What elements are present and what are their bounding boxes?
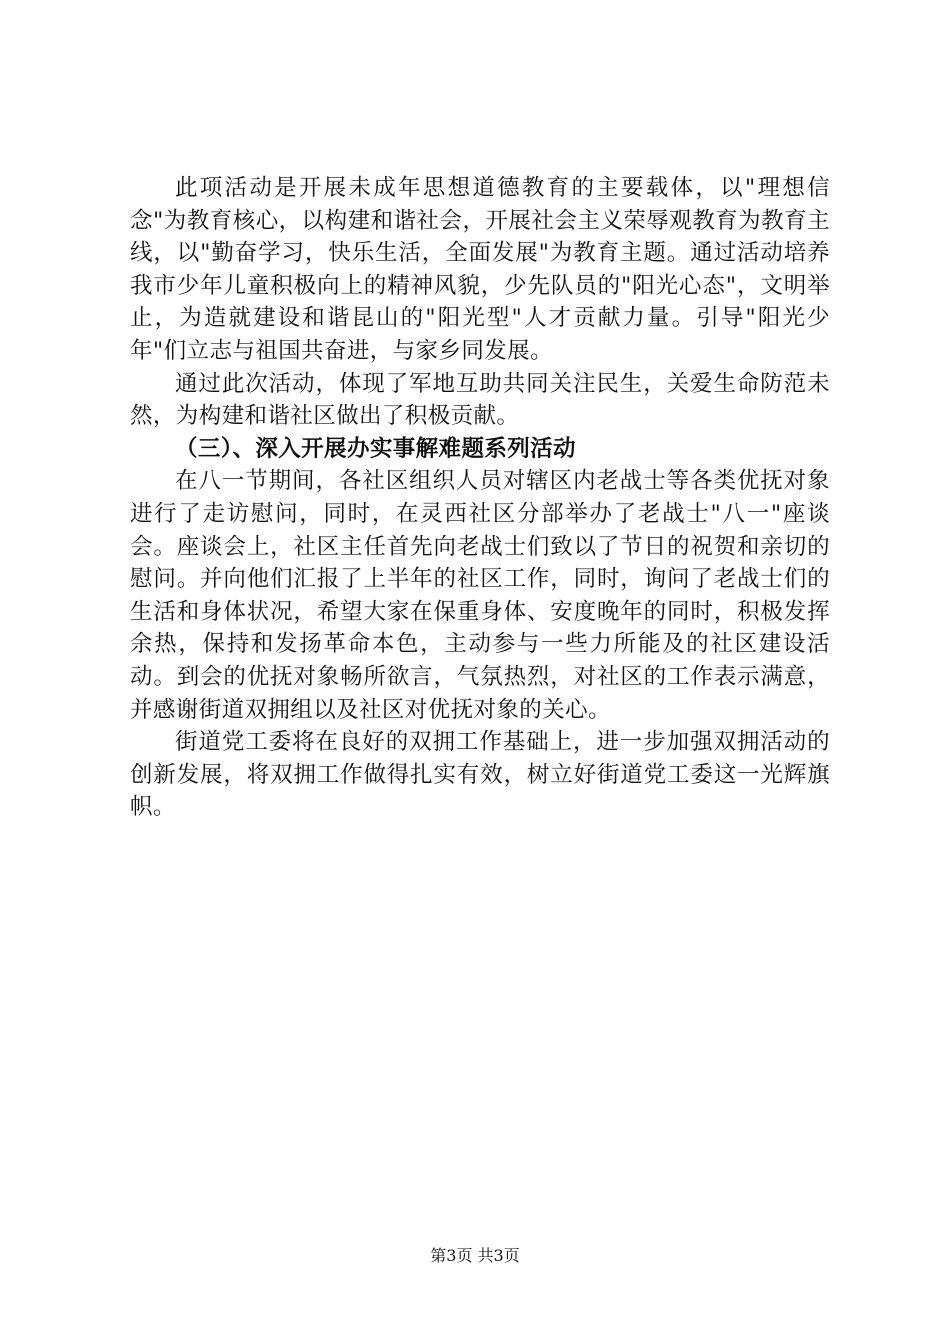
section-heading: （三）、深入开展办实事解难题系列活动 [175, 435, 576, 462]
paragraph-activity-description: 此项活动是开展未成年思想道德教育的主要载体，以"理想信念"为教育核心，以构建和谐社会，开展社会主义荣辱观教育为教育主线，以"勤奋学习，快乐生活，全面发展"为教育主题。通过活动培养我市少年儿童积极向上的精神风貌，少先队员的"阳光心态"，文明举止，为造就建设和谐昆山的"阳光型"人才贡献力量。引导"阳光少年"们立志与祖国共奋进，与家乡同发展。 [130, 175, 830, 364]
paragraph-august-first-visit: 在八一节期间，各社区组织人员对辖区内老战士等各类优抚对象进行了走访慰问，同时，在灵西社区分部举办了老战士"八一"座谈会。座谈会上，社区主任首先向老战士们致以了节日的祝贺和亲切的慰问。并向他们汇报了上半年的社区工作，同时，询问了老战士们的生活和身体状况，希望大家在保重身体、安度晚年的同时，积极发挥余热，保持和发扬革命本色，主动参与一些力所能及的社区建设活动。到会的优抚对象畅所欲言，气氛热烈，对社区的工作表示满意，并感谢街道双拥组以及社区对优抚对象的关心。 [130, 468, 830, 723]
paragraph-closing: 街道党工委将在良好的双拥工作基础上，进一步加强双拥活动的创新发展，将双拥工作做得扎实有效，树立好街道党工委这一光辉旗帜。 [130, 729, 830, 821]
document-body [130, 172, 830, 824]
paragraph-activity-result: 通过此次活动，体现了军地互助共同关注民生，关爱生命防范未然，为构建和谐社区做出了积极贡献。 [130, 370, 830, 430]
page-footer: 第3页 共3页 [430, 1246, 520, 1265]
